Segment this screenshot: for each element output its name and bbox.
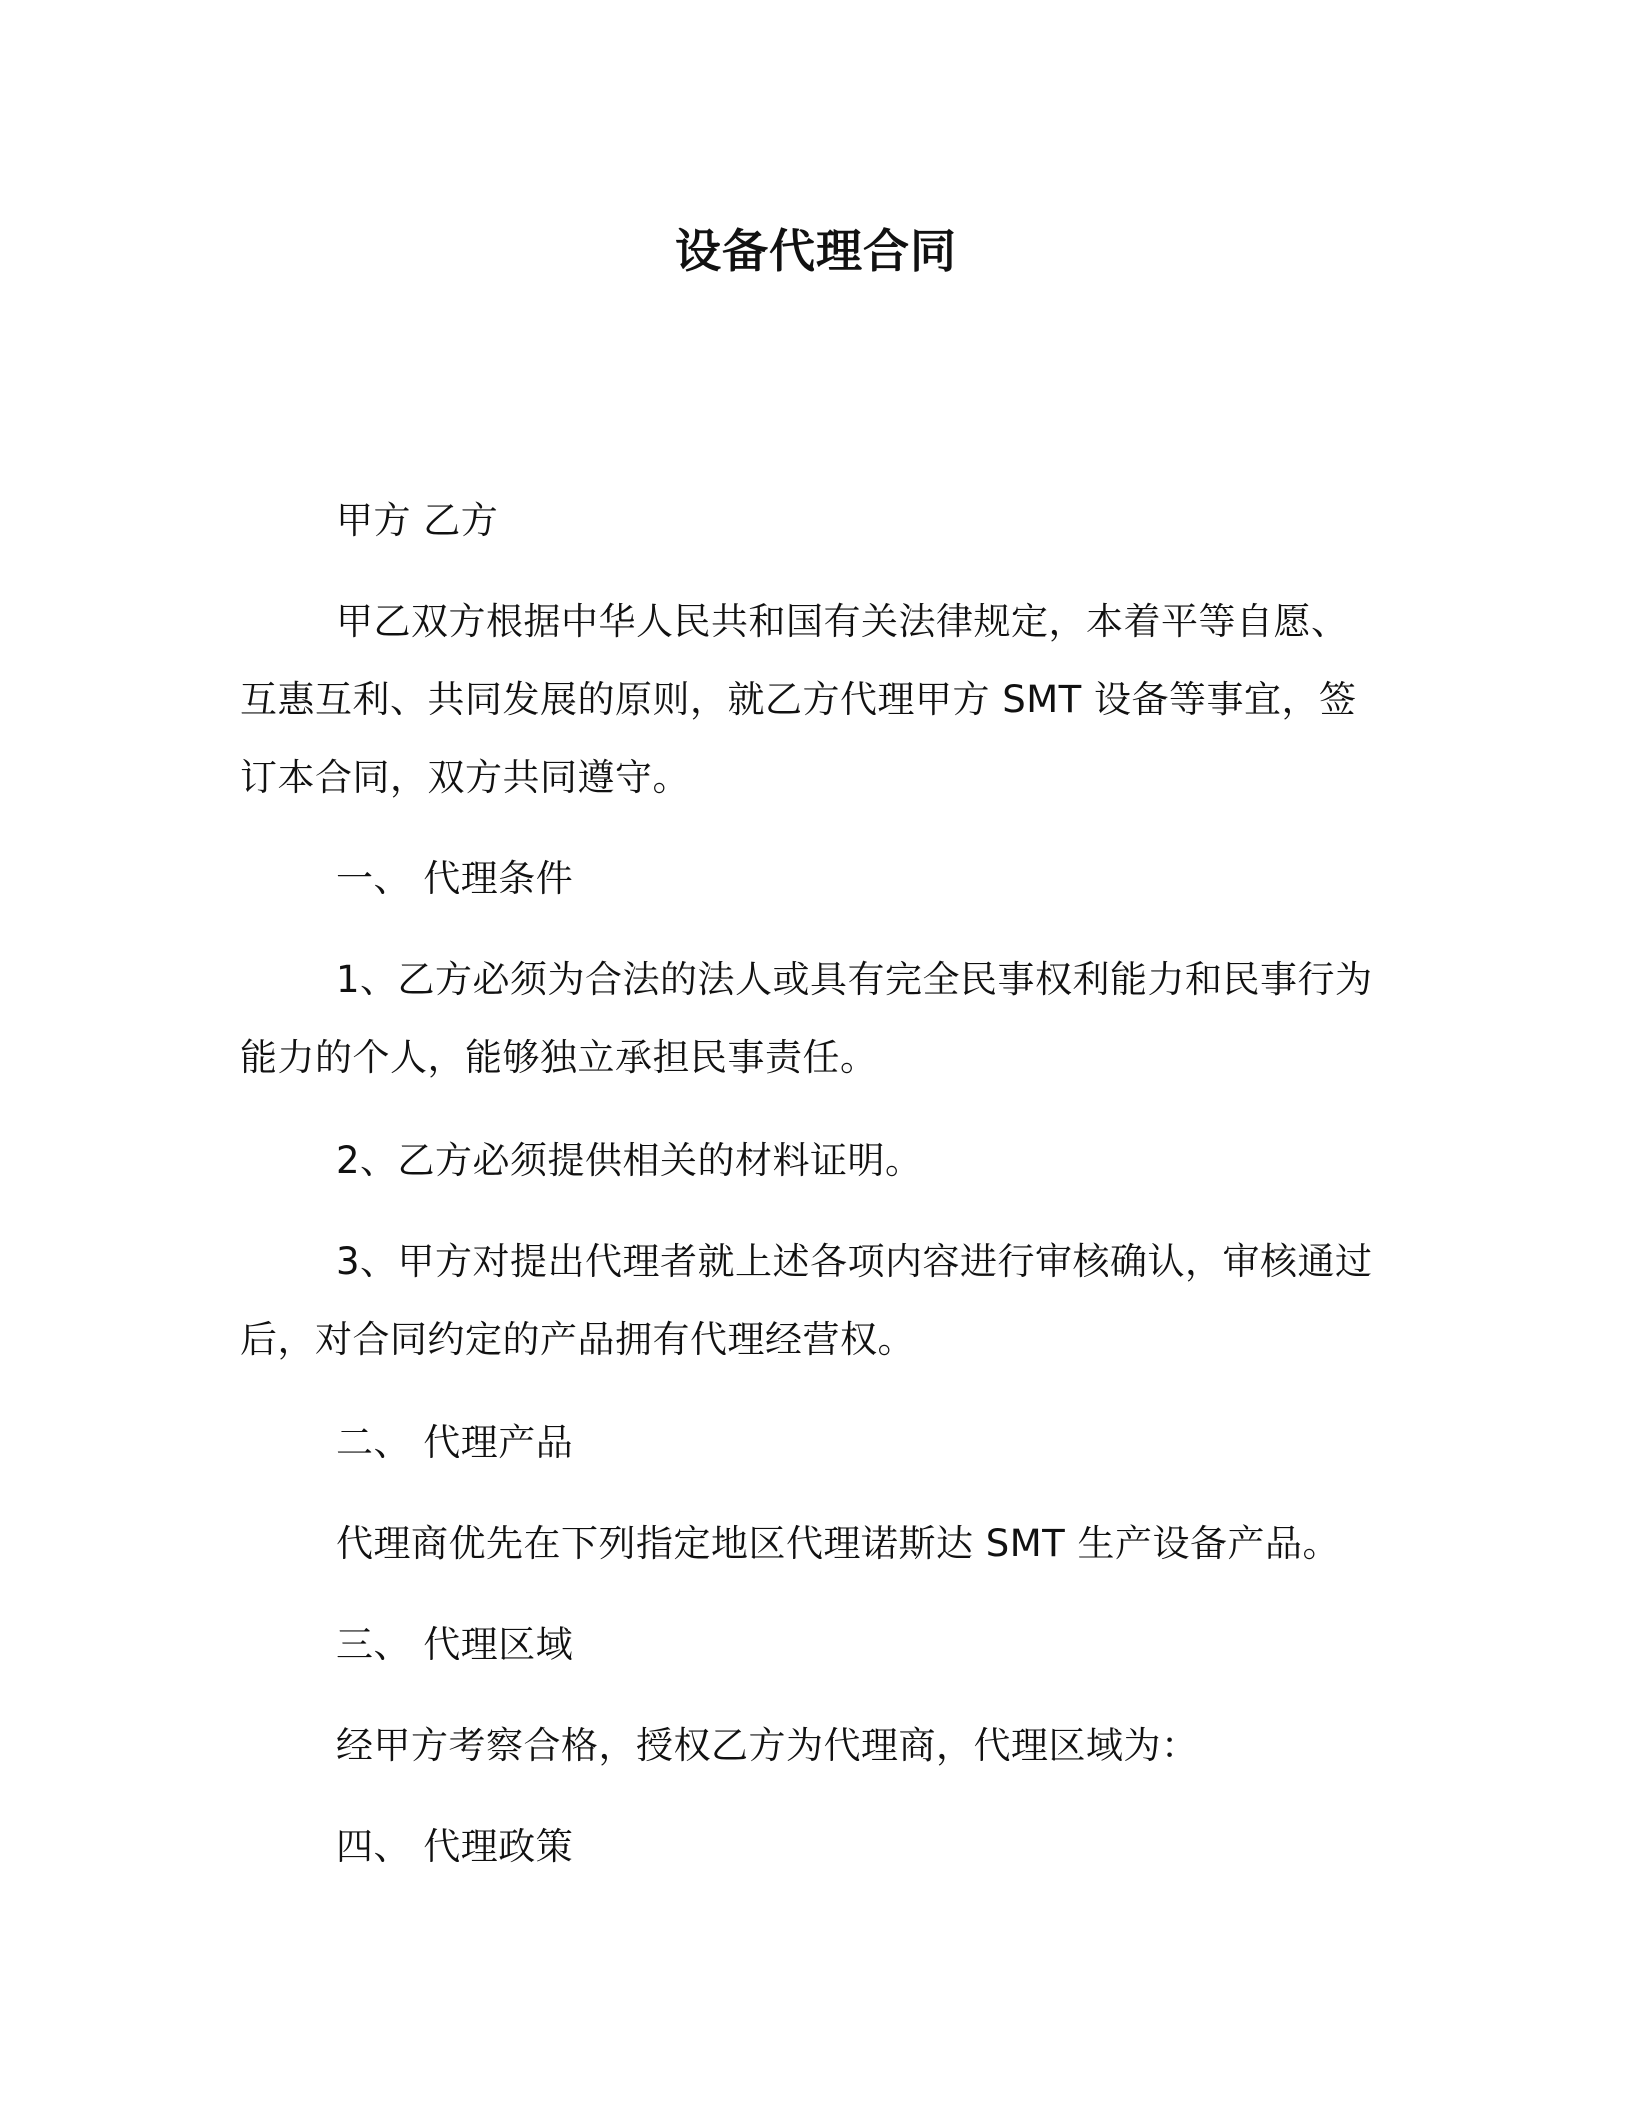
section-heading-1: 一、 代理条件 (336, 857, 574, 900)
preamble-paragraph: 甲乙双方根据中华人民共和国有关法律规定，本着平等自愿、互惠互利、共同发展的原则，就乙方代理甲方 SMT 设备等事宜，签订本合同，双方共同遵守。 (240, 600, 1357, 799)
section-2-text: 代理商优先在下列指定地区代理诺斯达 SMT 生产设备产品。 (336, 1522, 1341, 1565)
parties-line: 甲方 乙方 (336, 499, 499, 542)
document-title: 设备代理合同 (675, 224, 957, 278)
clause-1-2: 2、乙方必须提供相关的材料证明。 (336, 1139, 923, 1182)
section-heading-4: 四、 代理政策 (336, 1825, 574, 1868)
section-heading-3: 三、 代理区域 (336, 1623, 574, 1666)
clause-1-1: 1、乙方必须为合法的法人或具有完全民事权利能力和民事行为能力的个人，能够独立承担民事责任。 (240, 958, 1373, 1079)
section-heading-2: 二、 代理产品 (336, 1421, 574, 1464)
clause-1-3: 3、甲方对提出代理者就上述各项内容进行审核确认，审核通过后，对合同约定的产品拥有代理经营权。 (240, 1240, 1373, 1361)
section-3-text: 经甲方考察合格，授权乙方为代理商，代理区域为： (336, 1724, 1199, 1767)
